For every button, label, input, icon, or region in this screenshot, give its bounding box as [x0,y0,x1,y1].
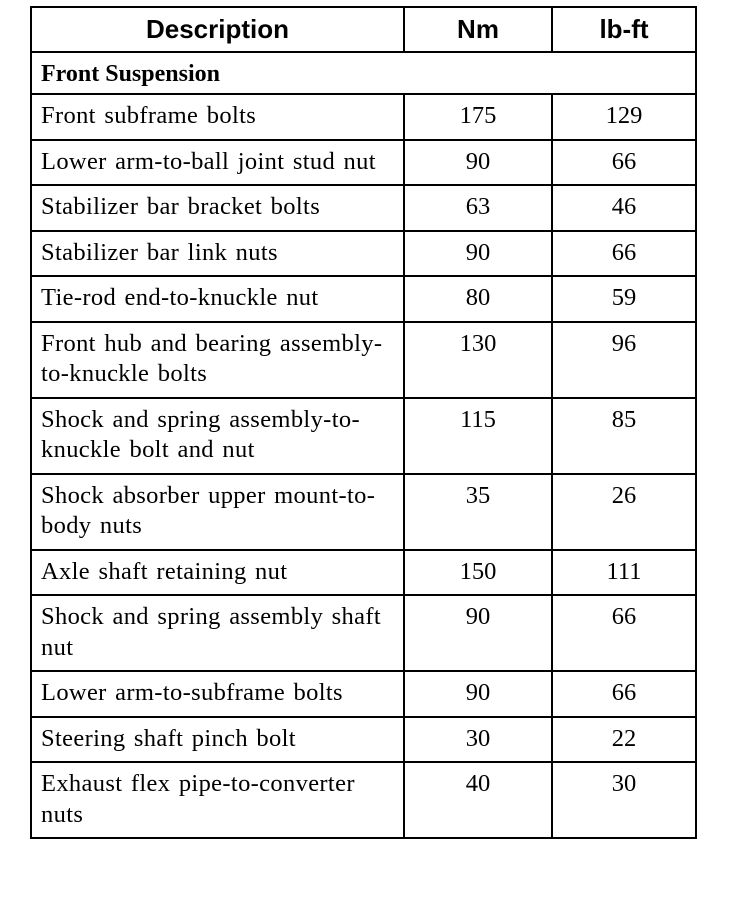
table-header-row [31,7,696,52]
section-row [31,52,696,94]
description-cell: Lower arm-to-subframe bolts [31,671,404,717]
description-cell: Steering shaft pinch bolt [31,717,404,763]
description-cell: Shock absorber upper mount-to-body nuts [31,474,404,550]
column-header-description: Description [31,7,404,52]
nm-cell: 40 [404,762,552,838]
nm-cell: 90 [404,231,552,277]
nm-cell: 30 [404,717,552,763]
nm-cell: 63 [404,185,552,231]
nm-cell: 115 [404,398,552,474]
lbft-cell: 111 [552,550,696,596]
description-cell: Front hub and bearing assembly-to-knuckle bolts [31,322,404,398]
table-row [31,595,696,671]
column-header-lbft: lb-ft [552,7,696,52]
description-cell: Stabilizer bar bracket bolts [31,185,404,231]
torque-spec-table [30,6,697,839]
lbft-cell: 59 [552,276,696,322]
table-row [31,550,696,596]
table-row [31,140,696,186]
nm-cell: 175 [404,94,552,140]
lbft-cell: 96 [552,322,696,398]
nm-cell: 90 [404,671,552,717]
lbft-cell: 66 [552,231,696,277]
description-cell: Front subframe bolts [31,94,404,140]
table-row [31,717,696,763]
description-cell: Lower arm-to-ball joint stud nut [31,140,404,186]
lbft-cell: 46 [552,185,696,231]
description-cell: Shock and spring assembly shaft nut [31,595,404,671]
nm-cell: 150 [404,550,552,596]
lbft-cell: 22 [552,717,696,763]
lbft-cell: 30 [552,762,696,838]
section-title: Front Suspension [31,52,696,94]
table-row [31,94,696,140]
table-row [31,322,696,398]
lbft-cell: 26 [552,474,696,550]
table-row [31,231,696,277]
lbft-cell: 66 [552,671,696,717]
table-row [31,185,696,231]
description-cell: Axle shaft retaining nut [31,550,404,596]
lbft-cell: 66 [552,595,696,671]
nm-cell: 80 [404,276,552,322]
table-row [31,474,696,550]
description-cell: Exhaust flex pipe-to-converter nuts [31,762,404,838]
nm-cell: 35 [404,474,552,550]
table-row [31,398,696,474]
nm-cell: 90 [404,595,552,671]
lbft-cell: 85 [552,398,696,474]
table-row [31,671,696,717]
table-row [31,276,696,322]
description-cell: Stabilizer bar link nuts [31,231,404,277]
nm-cell: 130 [404,322,552,398]
nm-cell: 90 [404,140,552,186]
column-header-nm: Nm [404,7,552,52]
lbft-cell: 129 [552,94,696,140]
lbft-cell: 66 [552,140,696,186]
table-row [31,762,696,838]
description-cell: Shock and spring assembly-to-knuckle bolt and nut [31,398,404,474]
description-cell: Tie-rod end-to-knuckle nut [31,276,404,322]
